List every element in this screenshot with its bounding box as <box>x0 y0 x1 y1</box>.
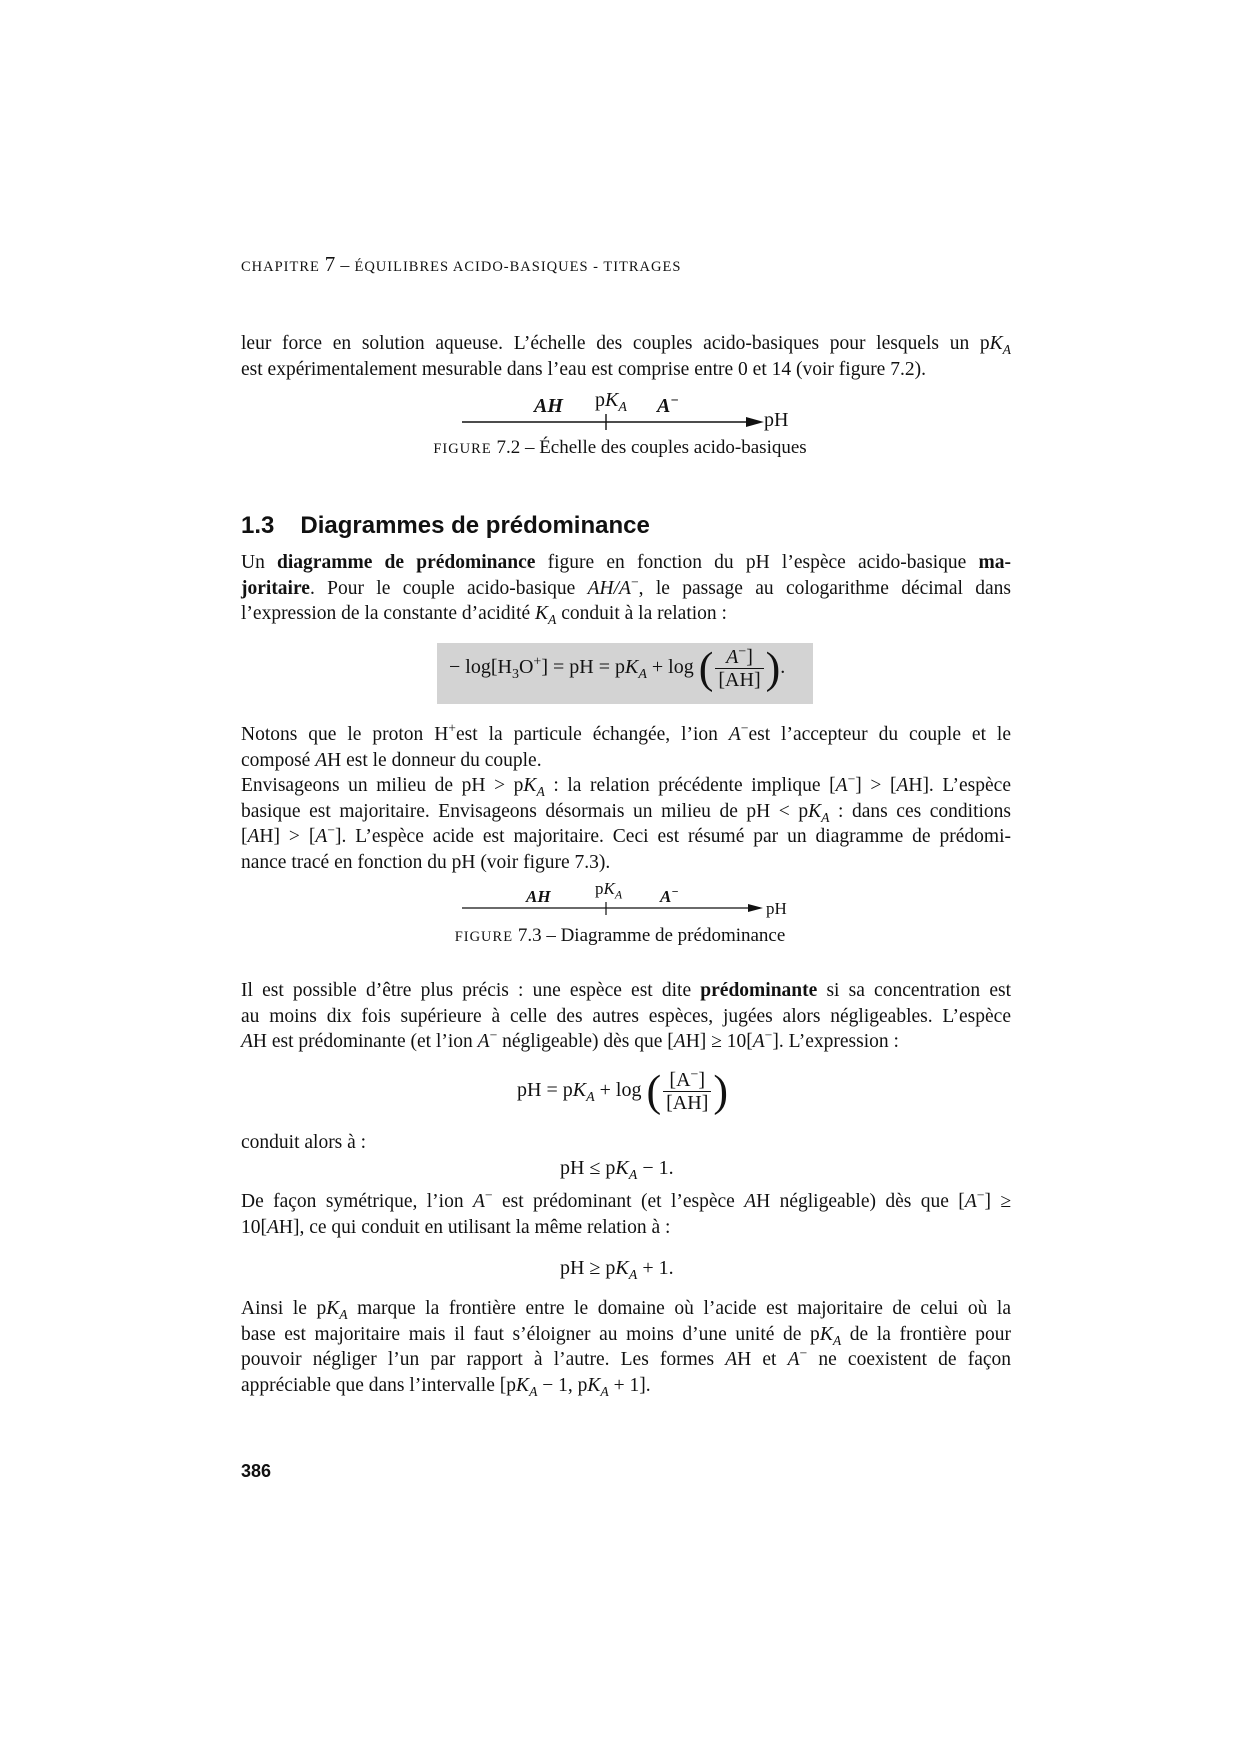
para3-line2: composé AH est le donneur du couple. <box>241 749 542 771</box>
para1-line2: est expérimentalement mesurable dans l’eau est comprise entre 0 et 14 (voir figure 7.2). <box>241 358 926 380</box>
paragraph-predominant <box>241 978 1011 1055</box>
para4-line1: Il est possible d’être plus précis : une espèce est dite prédominante si sa concentration est <box>241 980 1011 1001</box>
paragraph-symmetric <box>241 1189 1011 1240</box>
paragraph-majority <box>241 722 1011 875</box>
section-title: Diagrammes de prédominance <box>300 512 650 539</box>
para1-line1: leur force en solution aqueuse. L’échelle des couples acido-basiques pour lesquels un $pK_A$ <box>241 333 1011 357</box>
predominance-axis <box>460 875 800 921</box>
para6-line4: appréciable que dans l’intervalle [$pK_A - 1$, $pK_A + 1$]. <box>241 1374 651 1399</box>
para3-line3: Envisageons un milieu de pH > $pK_A$ : la relation précédente implique [A−] > [AH]. L’espèce <box>241 771 1011 799</box>
figure-7-3-caption: FIGURE 7.3 – Diagramme de prédominance <box>454 925 786 946</box>
figure-7-2-caption: FIGURE 7.2 – Échelle des couples acido-basiques <box>433 437 807 458</box>
section-heading <box>241 512 650 540</box>
section-number: 1.3 <box>241 512 275 539</box>
paragraph-intro <box>241 331 1011 382</box>
label-ah: AH <box>534 395 563 417</box>
para4-line3: AH est prédominante (et l’ion A− négligeable) dès que [AH] ≥ 10[A−]. L’expression : <box>241 1027 899 1052</box>
label-ph-axis: pH <box>764 409 789 431</box>
figure-7-2-scale <box>460 387 800 437</box>
axis-arrowhead <box>746 417 764 427</box>
chapter-word: CHAPITRE <box>241 259 320 275</box>
para5-line2: 10[AH], ce qui conduit en utilisant la même relation à : <box>241 1216 671 1238</box>
label-ph-axis: pH <box>766 899 787 918</box>
para3-line4: basique est majoritaire. Envisageons désormais un milieu de pH < $pK_A$ : dans ces conditions <box>241 800 1012 825</box>
text-conduit: conduit alors à : <box>241 1132 367 1153</box>
chapter-title: ÉQUILIBRES ACIDO-BASIQUES - TITRAGES <box>354 259 682 275</box>
chapter-number: 7 <box>324 252 336 276</box>
para3-line1: Notons que le proton H+est la particule échangée, l’ion A−est l’accepteur du couple et le <box>241 720 1012 745</box>
equation-ph-ge: pH ≥ $pK_A + 1$. <box>560 1257 674 1283</box>
para6-line1: Ainsi le $pK_A$ marque la frontière entre le domaine où l’acide est majoritaire de celui où la <box>241 1298 1011 1322</box>
equation-ph-log: pH = $pK_A + \log$ ( $\frac{[A^-]}{[AH]}$ ) <box>517 1066 729 1116</box>
equation-ph-le: pH ≤ $pK_A - 1$. <box>560 1157 674 1183</box>
para3-line6: nance tracé en fonction du pH (voir figure 7.3). <box>241 851 611 873</box>
figure-7-3-diagram <box>460 875 800 921</box>
scale-axis <box>460 387 800 437</box>
para4-line2: au moins dix fois supérieure à celle des autres espèces, jugées alors négligeables. L’espèce <box>241 1005 1011 1027</box>
axis-arrowhead <box>748 904 763 912</box>
para2-line2: joritaire. Pour le couple acido-basique AH/A−, le passage au cologarithme décimal dans <box>241 574 1011 599</box>
para5-line1: De façon symétrique, l’ion A− est prédominant (et l’espèce AH négligeable) dès que [A−] ≥ <box>241 1187 1012 1212</box>
running-header <box>241 252 681 277</box>
equation-henderson: − $\log[H_3O^+]$ = pH = $pK_A + \log$ ( $\frac{A^-]}{[AH]}$ ). <box>449 643 786 693</box>
para3-line5: [AH] > [A−]. L’espèce acide est majoritaire. Ceci est résumé par un diagramme de prédomi- <box>241 822 1011 847</box>
para2-line3: l’expression de la constante d’acidité $K_A$ conduit à la relation : <box>241 603 727 627</box>
header-dash: – <box>340 255 350 275</box>
label-a-minus: A− <box>657 393 679 417</box>
label-pka: $pK_A$ <box>595 389 627 415</box>
para6-line2: base est majoritaire mais il faut s’éloigner au moins d’une unité de $pK_A$ de la frontière pour <box>241 1323 1011 1348</box>
page-number: 386 <box>241 1461 272 1481</box>
label-ah: AH <box>526 887 551 906</box>
paragraph-definition <box>241 550 1011 627</box>
para2-line1: Un diagramme de prédominance figure en fonction du pH l’espèce acido-basique ma- <box>241 552 1011 573</box>
para6-line3: pouvoir négliger l’un par rapport à l’autre. Les formes AH et A− ne coexistent de façon <box>241 1345 1012 1370</box>
label-a-minus: A− <box>660 884 679 906</box>
label-pka: $pK_A$ <box>595 879 623 902</box>
paragraph-conclusion <box>241 1296 1011 1398</box>
